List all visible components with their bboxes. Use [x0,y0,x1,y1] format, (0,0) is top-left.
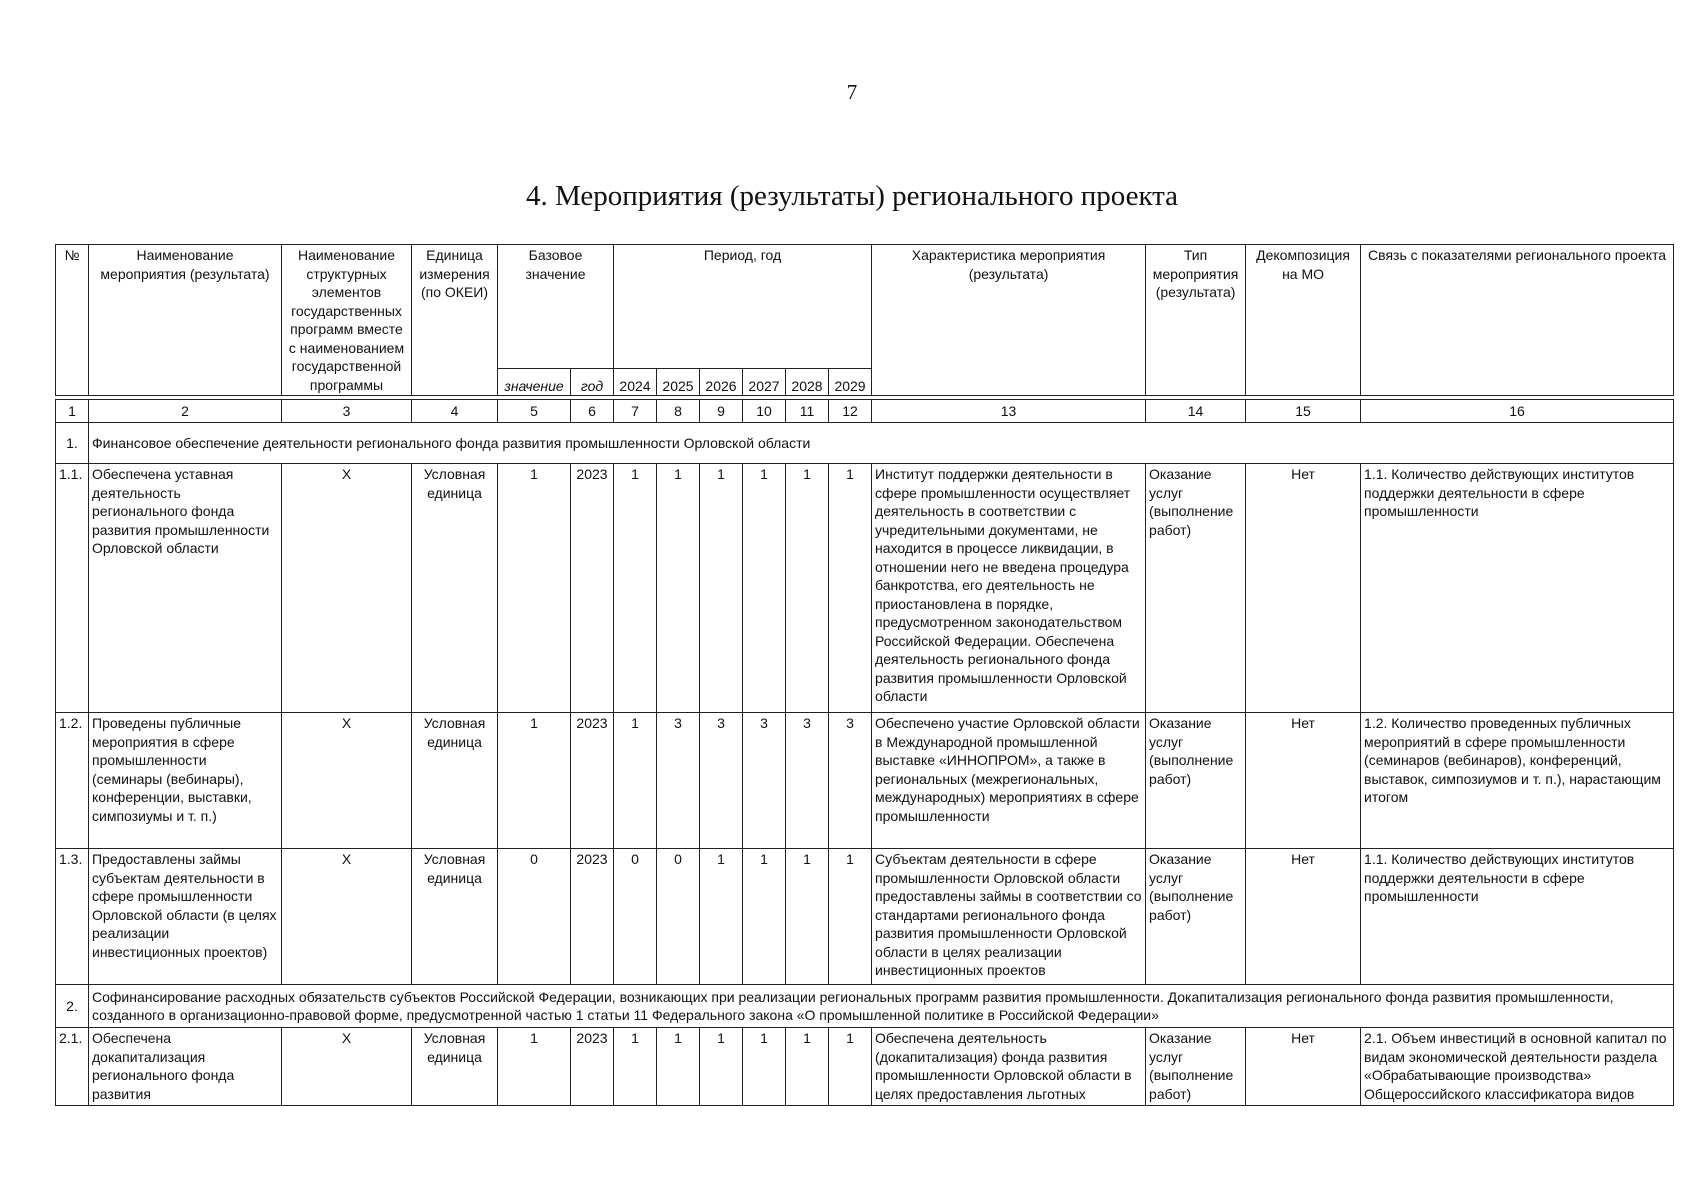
row-base-value: 1 [498,1028,571,1106]
row-year-value: 1 [700,464,743,713]
row-year-value: 1 [743,464,786,713]
row-decomposition: Нет [1246,1028,1361,1106]
row-decomposition: Нет [1246,849,1361,985]
row-year-value: 1 [743,849,786,985]
row-decomposition: Нет [1246,464,1361,713]
column-number-row [56,400,1674,423]
row-type: Оказание услуг (выполнение работ) [1146,464,1246,713]
row-year-value: 1 [657,464,700,713]
row-year-value: 1 [657,1028,700,1106]
header-year: 2024 [614,368,657,395]
row-name: Предоставлены займы субъектам деятельности в сфере промышленности Орловской области (в целях реализации инвестиционных проектов) [89,849,282,985]
table-row [56,1028,1674,1106]
header-year: 2025 [657,368,700,395]
row-decomposition: Нет [1246,713,1361,849]
row-year-value: 0 [657,849,700,985]
column-number: 9 [700,400,743,423]
header-characteristic: Характеристика мероприятия (результата) [872,245,1146,396]
table-row [56,713,1674,849]
row-type: Оказание услуг (выполнение работ) [1146,849,1246,985]
header-year: 2029 [829,368,872,395]
row-unit: Условная единица [412,849,498,985]
section-row [56,985,1674,1028]
row-type: Оказание услуг (выполнение работ) [1146,1028,1246,1106]
row-link: 1.1. Количество действующих институтов поддержки деятельности в сфере промышленности [1361,849,1674,985]
section-title: Софинансирование расходных обязательств субъектов Российской Федерации, возникающих при реализации региональных программ развития промышленности. Докапитализация регионального фонда развития промышленности, созданного в организационно-правовой форме, предусмотренной частью 1 статьи 11 Федерального закона «О промышленной политике в Российской Федерации» [89,985,1674,1028]
row-year-value: 1 [786,464,829,713]
section-row [56,423,1674,464]
row-characteristic: Обеспечена деятельность (докапитализация) фонда развития промышленности Орловской области в целях предоставления льготных [872,1028,1146,1106]
section-number: 2. [56,985,89,1028]
row-structural: X [282,464,412,713]
row-year-value: 1 [743,1028,786,1106]
column-number: 6 [571,400,614,423]
row-unit: Условная единица [412,713,498,849]
row-type: Оказание услуг (выполнение работ) [1146,713,1246,849]
row-base-value: 1 [498,464,571,713]
header-decomposition: Декомпозиция на МО [1246,245,1361,396]
header-name: Наименование мероприятия (результата) [89,245,282,396]
row-year-value: 3 [743,713,786,849]
row-year-value: 3 [786,713,829,849]
row-base-value: 1 [498,713,571,849]
row-base-year: 2023 [571,849,614,985]
row-name: Обеспечена уставная деятельность регионального фонда развития промышленности Орловской области [89,464,282,713]
column-number: 3 [282,400,412,423]
row-base-value: 0 [498,849,571,985]
row-unit: Условная единица [412,1028,498,1106]
row-year-value: 3 [657,713,700,849]
row-year-value: 1 [786,1028,829,1106]
column-number: 5 [498,400,571,423]
column-number: 15 [1246,400,1361,423]
row-year-value: 1 [829,849,872,985]
row-structural: X [282,713,412,849]
row-year-value: 3 [700,713,743,849]
column-number: 16 [1361,400,1674,423]
row-year-value: 1 [700,1028,743,1106]
header-row [56,245,1674,369]
row-year-value: 0 [614,849,657,985]
page-number: 7 [846,80,858,104]
results-table [55,244,1674,1106]
column-number: 8 [657,400,700,423]
table-row [56,849,1674,985]
header-type: Тип мероприятия (результата) [1146,245,1246,396]
column-number: 1 [56,400,89,423]
column-number: 4 [412,400,498,423]
row-characteristic: Обеспечено участие Орловской области в Международной промышленной выставке «ИННОПРОМ», а также в региональных (межрегиональных, международных) мероприятиях в сфере промышленности [872,713,1146,849]
header-base-value: значение [498,368,571,395]
row-year-value: 3 [829,713,872,849]
header-link: Связь с показателями регионального проекта [1361,245,1674,396]
row-year-value: 1 [829,464,872,713]
row-number: 1.3. [56,849,89,985]
section-number: 1. [56,423,89,464]
table-row [56,464,1674,713]
header-base: Базовое значение [498,245,614,369]
column-number: 7 [614,400,657,423]
column-number: 13 [872,400,1146,423]
row-link: 1.1. Количество действующих институтов поддержки деятельности в сфере промышленности [1361,464,1674,713]
row-base-year: 2023 [571,713,614,849]
row-name: Проведены публичные мероприятия в сфере промышленности (семинары (вебинары), конференции, выставки, симпозиумы и т. п.) [89,713,282,849]
header-base-year: год [571,368,614,395]
row-unit: Условная единица [412,464,498,713]
row-year-value: 1 [614,464,657,713]
column-number: 11 [786,400,829,423]
column-number: 2 [89,400,282,423]
row-year-value: 1 [614,713,657,849]
row-year-value: 1 [614,1028,657,1106]
header-year: 2026 [700,368,743,395]
header-year: 2027 [743,368,786,395]
row-characteristic: Институт поддержки деятельности в сфере промышленности осуществляет деятельность в соответствии с учредительными документами, не находится в процессе ликвидации, в отношении него не введена процедура банкротства, его деятельность не приостановлена в порядке, предусмотренном законодательством Российской Федерации. Обеспечена деятельность регионального фонда развития промышленности Орловской области [872,464,1146,713]
row-link: 1.2. Количество проведенных публичных мероприятий в сфере промышленности (семинаров (вебинаров), конференций, выставок, симпозиумов и т. п.), нарастающим итогом [1361,713,1674,849]
section-title: Финансовое обеспечение деятельности регионального фонда развития промышленности Орловской области [89,423,1674,464]
header-period: Период, год [614,245,872,369]
column-number: 10 [743,400,786,423]
header-year: 2028 [786,368,829,395]
column-number: 14 [1146,400,1246,423]
row-structural: X [282,1028,412,1106]
row-number: 1.2. [56,713,89,849]
document-title: 4. Мероприятия (результаты) регионального проекта [525,180,1179,212]
row-base-year: 2023 [571,464,614,713]
row-name: Обеспечена докапитализация регионального фонда развития [89,1028,282,1106]
row-year-value: 1 [829,1028,872,1106]
row-number: 1.1. [56,464,89,713]
row-structural: X [282,849,412,985]
header-structural: Наименование структурных элементов государственных программ вместе с наименованием государственной программы [282,245,412,396]
row-year-value: 1 [700,849,743,985]
row-base-year: 2023 [571,1028,614,1106]
row-link: 2.1. Объем инвестиций в основной капитал по видам экономической деятельности раздела «Обрабатывающие производства» Общероссийского классификатора видов [1361,1028,1674,1106]
header-unit: Единица измерения (по ОКЕИ) [412,245,498,396]
row-characteristic: Субъектам деятельности в сфере промышленности Орловской области предоставлены займы в соответствии со стандартами регионального фонда развития промышленности Орловской области в целях реализации инвестиционных проектов [872,849,1146,985]
column-number: 12 [829,400,872,423]
row-number: 2.1. [56,1028,89,1106]
header-no: № [56,245,89,396]
row-year-value: 1 [786,849,829,985]
